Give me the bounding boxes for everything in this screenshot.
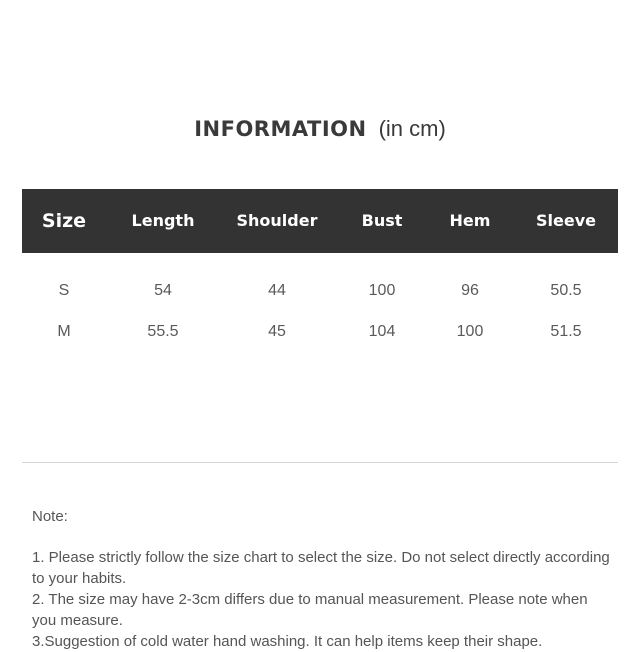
title-unit: (in cm) — [378, 116, 446, 141]
section-divider — [22, 462, 618, 463]
table-row-m — [0, 320, 640, 344]
title-main: INFORMATION — [194, 117, 367, 141]
header-sleeve: Sleeve — [536, 211, 596, 230]
size-table-header — [22, 189, 618, 253]
cell-length: 54 — [154, 282, 172, 299]
note-item-3: 3.Suggestion of cold water hand washing. It can help items keep their shape. — [32, 633, 543, 650]
header-length: Length — [131, 211, 195, 230]
cell-sleeve: 50.5 — [550, 282, 582, 299]
cell-shoulder: 44 — [268, 282, 286, 299]
header-bust: Bust — [361, 211, 403, 230]
note-label: Note: — [32, 508, 68, 525]
cell-size: M — [57, 323, 71, 340]
header-hem: Hem — [449, 211, 491, 230]
table-row-s — [0, 279, 640, 303]
header-shoulder: Shoulder — [236, 211, 318, 230]
cell-size: S — [58, 282, 70, 299]
cell-bust: 104 — [368, 323, 396, 340]
header-size: Size — [41, 210, 87, 232]
note-item-2: 2. The size may have 2-3cm differs due to manual measurement. Please note when you measure. — [32, 591, 588, 629]
cell-hem: 100 — [456, 323, 484, 340]
note-item-1: 1. Please strictly follow the size chart to select the size. Do not select directly according to your habits. — [32, 549, 610, 587]
page-title — [0, 116, 640, 142]
cell-sleeve: 51.5 — [550, 323, 582, 340]
cell-hem: 96 — [461, 282, 479, 299]
cell-length: 55.5 — [147, 323, 179, 340]
cell-shoulder: 45 — [268, 323, 286, 340]
note-list — [32, 547, 612, 652]
cell-bust: 100 — [368, 282, 396, 299]
